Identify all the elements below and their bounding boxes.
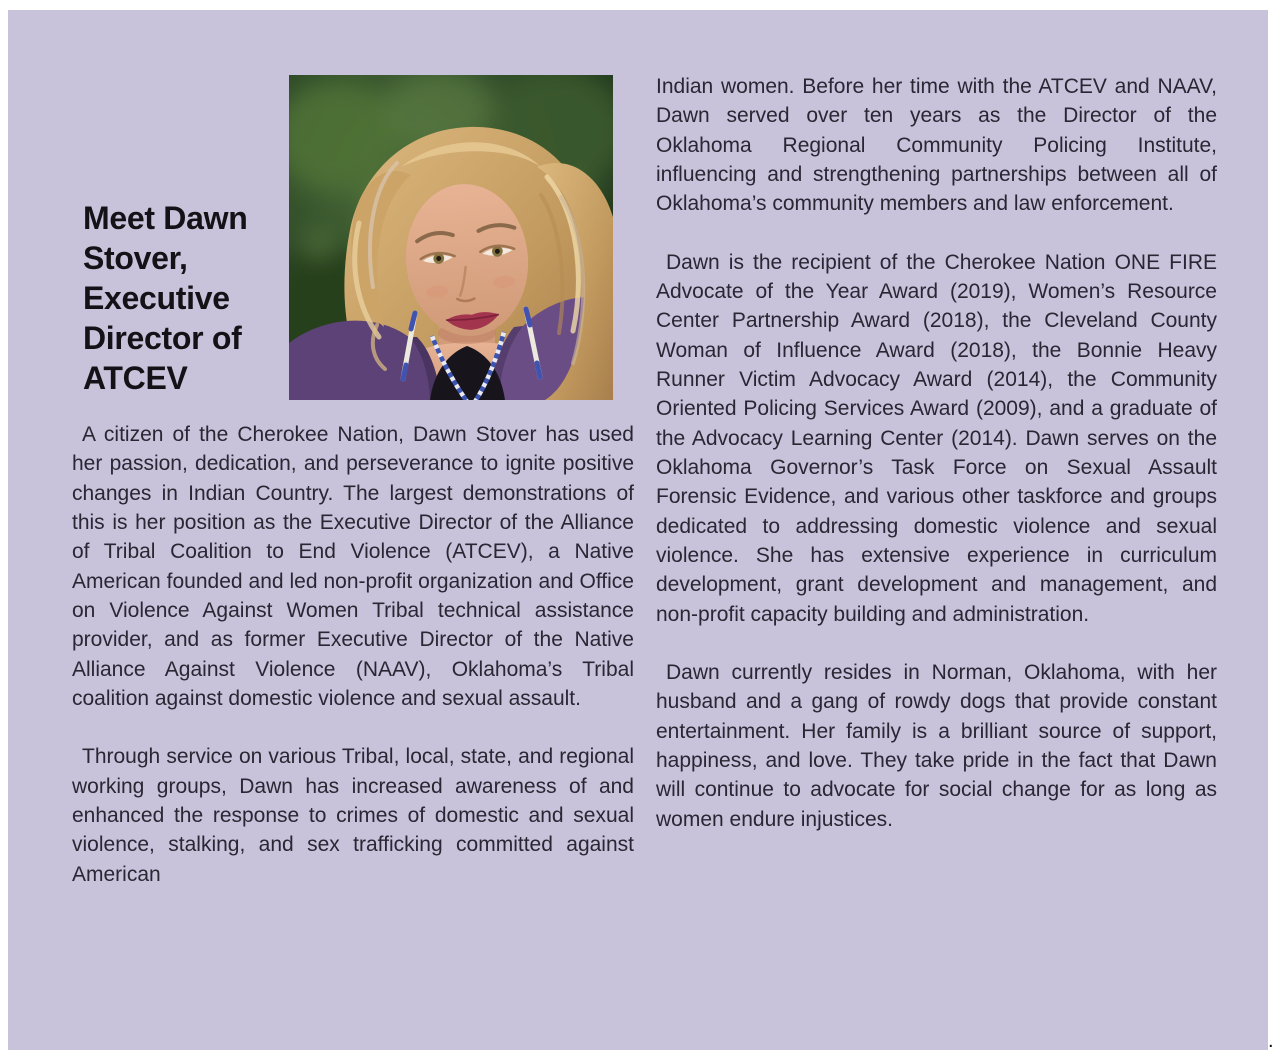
paragraph-left-2: Through service on various Tribal, local, state, and regional working groups, Dawn has increased awareness of and enhanced the response to crimes of domestic and sexual violence, stalking, and sex trafficking committed against American — [72, 745, 634, 886]
paragraph-right-1: Indian women. Before her time with the ATCEV and NAAV, Dawn served over ten years as the Director of the Oklahoma Regional Community Policing Institute, influencing and strengthening partnerships between all of Oklahoma’s community members and law enforcement. — [656, 75, 1217, 216]
paragraph-left-1: A citizen of the Cherokee Nation, Dawn Stover has used her passion, dedication, and perseverance to ignite positive changes in Indian Country. The largest demonstrations of this is her position as the Executive Director of the Alliance of Tribal Coalition to End Violence (ATCEV), a Native American founded and led non-profit organization and Office on Violence Against Women Tribal technical assistance provider, and as former Executive Director of the Native Alliance Against Violence (NAAV), Oklahoma’s Tribal coalition against domestic violence and sexual assault. — [72, 423, 634, 710]
portrait-illustration — [289, 75, 613, 400]
paragraph-right-2: Dawn is the recipient of the Cherokee Nation ONE FIRE Advocate of the Year Award (2019), Women’s Resource Center Partnership Award (2018), the Cleveland County Woman of Influence Award (2018), the Bonnie Heavy Runner Victim Advocacy Award (2014), the Community Oriented Policing Services Award (2009), and a graduate of the Advocacy Learning Center (2014). Dawn serves on the Oklahoma Governor’s Task Force on Sexual Assault Forensic Evidence, and various other taskforce and groups dedicated to addressing domestic violence and sexual violence. She has extensive experience in curriculum development, grant development and management, and non-profit capacity building and administration. — [656, 250, 1217, 626]
trailing-period: . — [1268, 1030, 1274, 1052]
dawn-stover-photo — [289, 75, 613, 400]
bio-panel — [8, 10, 1268, 1050]
bio-right-column — [656, 72, 1217, 863]
paragraph-right-3: Dawn currently resides in Norman, Oklahoma, with her husband and a gang of rowdy dogs that provide constant entertainment. Her family is a brilliant source of support, happiness, and love. They take pride in the fact that Dawn will continue to advocate for social change for as long as women endure injustices. — [656, 660, 1217, 831]
page-title: Meet Dawn Stover, Executive Director of ATCEV — [83, 200, 248, 396]
bio-left-column — [72, 420, 634, 918]
